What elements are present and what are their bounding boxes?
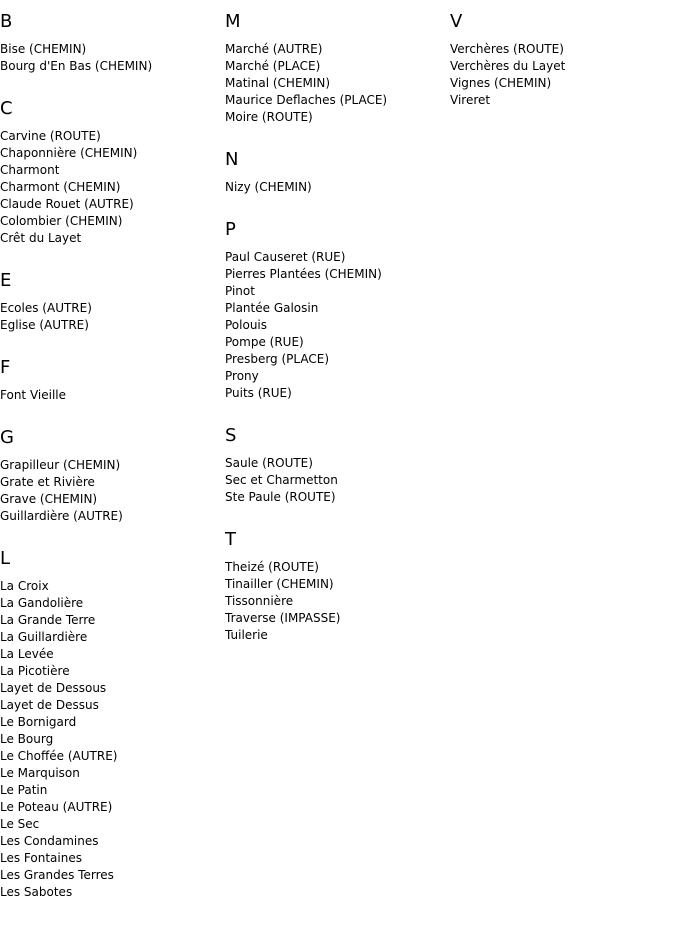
street-entry[interactable]: Les Condamines <box>0 834 99 848</box>
street-entry[interactable]: Sec et Charmetton <box>225 473 338 487</box>
street-list <box>0 457 225 525</box>
street-entry[interactable]: Marché (PLACE) <box>225 59 321 73</box>
street-entry[interactable]: Presberg (PLACE) <box>225 352 330 366</box>
street-entry[interactable]: Pierres Plantées (CHEMIN) <box>225 267 382 281</box>
letter-section <box>225 529 450 644</box>
street-entry[interactable]: Les Grandes Terres <box>0 868 114 882</box>
letter-heading: E <box>0 270 12 291</box>
street-entry[interactable]: Carvine (ROUTE) <box>0 129 101 143</box>
letter-section <box>0 357 225 404</box>
street-list <box>450 41 675 109</box>
street-entry[interactable]: Le Sec <box>0 817 40 831</box>
street-entry[interactable]: Eglise (AUTRE) <box>0 318 89 332</box>
letter-heading: L <box>0 548 11 569</box>
street-entry[interactable]: Le Poteau (AUTRE) <box>0 800 113 814</box>
letter-section <box>0 98 225 247</box>
index-column-3 <box>450 0 675 109</box>
letter-section <box>0 270 225 334</box>
letter-heading: N <box>225 149 239 170</box>
street-entry[interactable]: Tissonnière <box>225 594 294 608</box>
street-list <box>225 455 450 506</box>
street-entry[interactable]: La Gandolière <box>0 596 84 610</box>
street-entry[interactable]: Grave (CHEMIN) <box>0 492 98 506</box>
street-list <box>225 249 450 402</box>
letter-heading: F <box>0 357 11 378</box>
street-list <box>0 41 225 75</box>
street-entry[interactable]: Verchères du Layet <box>450 59 566 73</box>
street-entry[interactable]: Ste Paule (ROUTE) <box>225 490 336 504</box>
street-entry[interactable]: La Guillardière <box>0 630 88 644</box>
street-entry[interactable]: Le Bourg <box>0 732 54 746</box>
street-entry[interactable]: Charmont (CHEMIN) <box>0 180 121 194</box>
street-list <box>0 128 225 247</box>
street-list <box>225 179 450 196</box>
letter-heading: M <box>225 11 241 32</box>
street-entry[interactable]: Guillardière (AUTRE) <box>0 509 123 523</box>
letter-heading: C <box>0 98 13 119</box>
street-list <box>0 387 225 404</box>
street-entry[interactable]: Le Patin <box>0 783 48 797</box>
letter-heading: T <box>225 529 236 550</box>
street-entry[interactable]: Grapilleur (CHEMIN) <box>0 458 121 472</box>
street-entry[interactable]: Chaponnière (CHEMIN) <box>0 146 138 160</box>
letter-heading: B <box>0 11 13 32</box>
street-entry[interactable]: Pompe (RUE) <box>225 335 304 349</box>
street-entry[interactable]: Puits (RUE) <box>225 386 292 400</box>
street-entry[interactable]: Moire (ROUTE) <box>225 110 313 124</box>
street-entry[interactable]: Traverse (IMPASSE) <box>225 611 341 625</box>
street-entry[interactable]: Vignes (CHEMIN) <box>450 76 552 90</box>
street-entry[interactable]: Bise (CHEMIN) <box>0 42 87 56</box>
letter-heading: S <box>225 425 237 446</box>
street-entry[interactable]: Theizé (ROUTE) <box>225 560 319 574</box>
street-entry[interactable]: Charmont <box>0 163 60 177</box>
street-entry[interactable]: Colombier (CHEMIN) <box>0 214 123 228</box>
street-entry[interactable]: Paul Causeret (RUE) <box>225 250 346 264</box>
letter-heading: V <box>450 11 463 32</box>
street-entry[interactable]: Tuilerie <box>225 628 268 642</box>
letter-section <box>0 548 225 901</box>
street-entry[interactable]: Layet de Dessous <box>0 681 107 695</box>
street-entry[interactable]: Saule (ROUTE) <box>225 456 313 470</box>
street-entry[interactable]: La Croix <box>0 579 49 593</box>
street-entry[interactable]: Le Bornigard <box>0 715 77 729</box>
letter-section <box>225 149 450 196</box>
street-entry[interactable]: Tinailler (CHEMIN) <box>225 577 334 591</box>
street-entry[interactable]: Crêt du Layet <box>0 231 82 245</box>
letter-heading: P <box>225 219 236 240</box>
index-column-1 <box>0 0 225 901</box>
street-list <box>0 578 225 901</box>
index-column-2 <box>225 0 450 644</box>
letter-heading: G <box>0 427 14 448</box>
letter-section <box>0 11 225 75</box>
letter-section <box>0 427 225 525</box>
street-entry[interactable]: Layet de Dessus <box>0 698 99 712</box>
street-entry[interactable]: La Levée <box>0 647 54 661</box>
street-entry[interactable]: La Grande Terre <box>0 613 96 627</box>
street-entry[interactable]: Prony <box>225 369 259 383</box>
street-entry[interactable]: Font Vieille <box>0 388 66 402</box>
street-entry[interactable]: Pinot <box>225 284 255 298</box>
street-entry[interactable]: Polouis <box>225 318 268 332</box>
street-entry[interactable]: Les Fontaines <box>0 851 82 865</box>
street-entry[interactable]: Le Choffée (AUTRE) <box>0 749 118 763</box>
street-entry[interactable]: Marché (AUTRE) <box>225 42 323 56</box>
street-list <box>225 559 450 644</box>
street-entry[interactable]: Bourg d'En Bas (CHEMIN) <box>0 59 153 73</box>
street-entry[interactable]: Claude Rouet (AUTRE) <box>0 197 134 211</box>
street-entry[interactable]: La Picotière <box>0 664 70 678</box>
letter-section <box>225 11 450 126</box>
street-entry[interactable]: Maurice Deflaches (PLACE) <box>225 93 388 107</box>
letter-section <box>225 219 450 402</box>
street-list <box>225 41 450 126</box>
street-entry[interactable]: Verchères (ROUTE) <box>450 42 564 56</box>
street-entry[interactable]: Le Marquison <box>0 766 80 780</box>
street-entry[interactable]: Les Sabotes <box>0 885 73 899</box>
street-entry[interactable]: Matinal (CHEMIN) <box>225 76 331 90</box>
street-entry[interactable]: Vireret <box>450 93 491 107</box>
street-entry[interactable]: Ecoles (AUTRE) <box>0 301 92 315</box>
street-list <box>0 300 225 334</box>
street-entry[interactable]: Grate et Rivière <box>0 475 95 489</box>
street-entry[interactable]: Nizy (CHEMIN) <box>225 180 312 194</box>
letter-section <box>450 11 675 109</box>
letter-section <box>225 425 450 506</box>
street-entry[interactable]: Plantée Galosin <box>225 301 319 315</box>
